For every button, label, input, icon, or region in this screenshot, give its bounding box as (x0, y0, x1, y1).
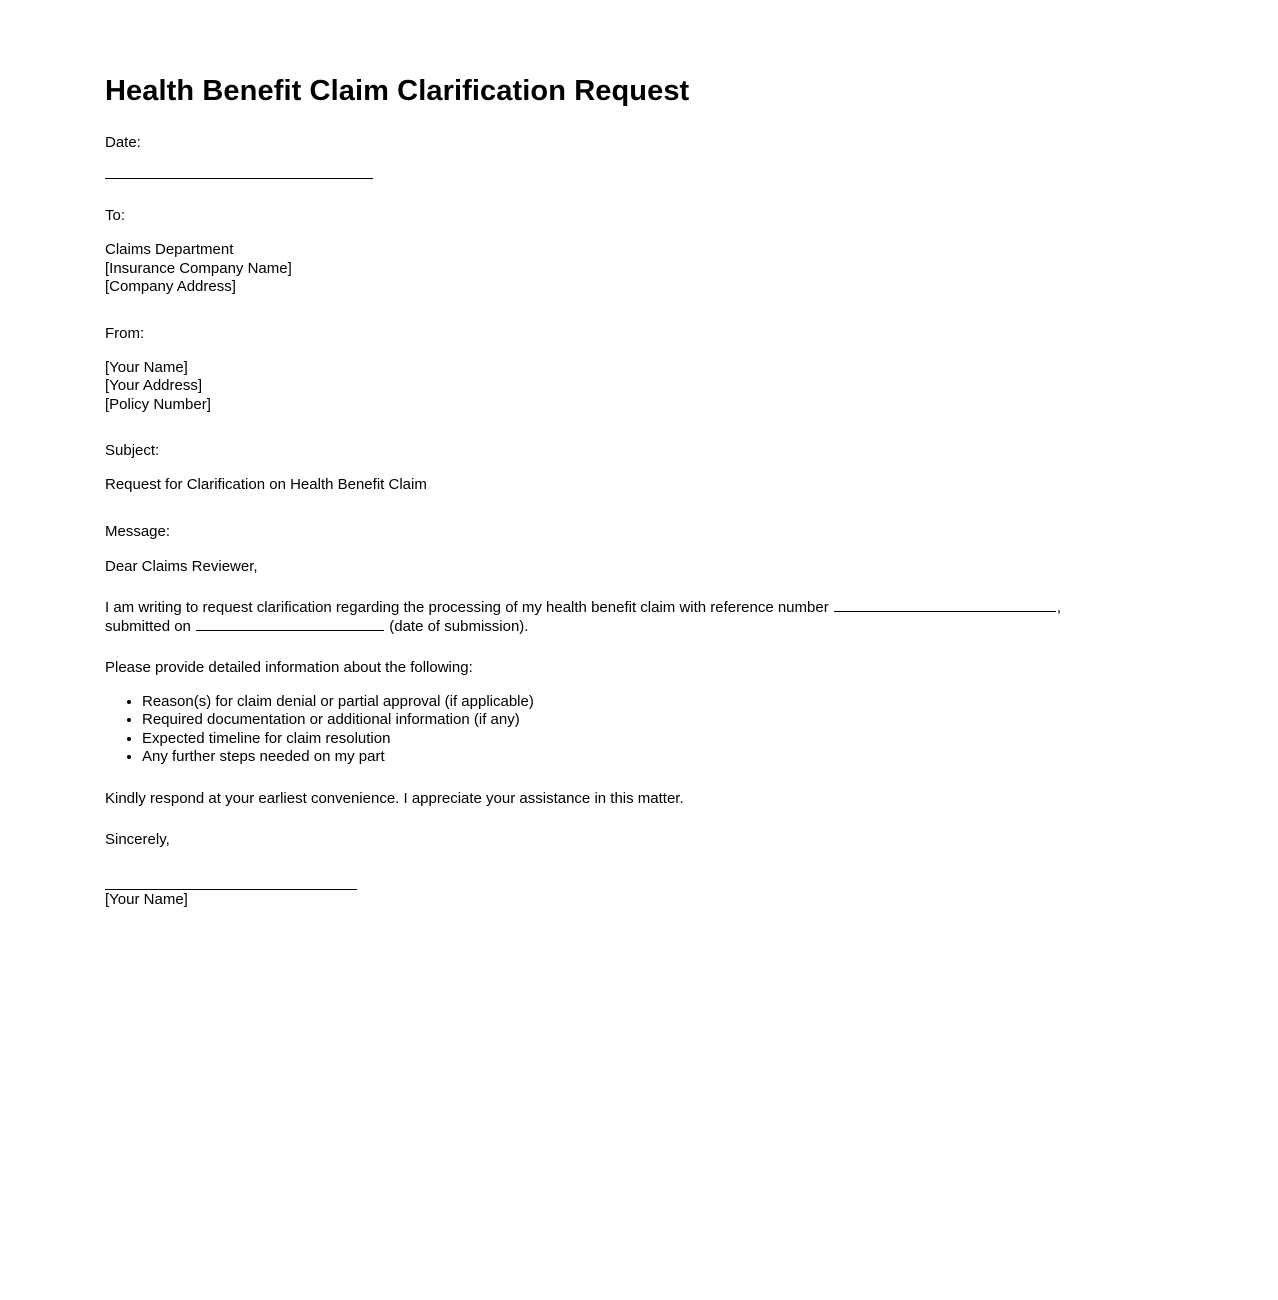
intro-text-part-2: , submitted on (105, 598, 1062, 635)
intro-text-part-1: I am writing to request clarification regarding the processing of my health benefit claim with reference number (105, 598, 829, 616)
to-line-1: Claims Department (105, 241, 234, 259)
spacer (105, 414, 1278, 442)
from-line-1: [Your Name] (105, 358, 188, 376)
subject-label: Subject: (105, 442, 160, 460)
spacer (105, 460, 1278, 476)
spacer (105, 179, 1278, 207)
date-label: Date: (105, 134, 141, 152)
list-item: • Reason(s) for claim denial or partial approval (if applicable) (142, 693, 1278, 712)
valediction: Sincerely, (105, 830, 170, 848)
signature-name: [Your Name] (105, 890, 188, 908)
spacer (105, 576, 1278, 598)
spacer (105, 495, 1278, 523)
to-line-2: [Insurance Company Name] (105, 259, 292, 277)
spacer (105, 225, 1278, 241)
signature-block (105, 889, 1278, 909)
spacer (105, 677, 1278, 693)
spacer (105, 767, 1278, 789)
subject-value: Request for Clarification on Health Benefit Claim (105, 476, 427, 494)
to-line-3: [Company Address] (105, 278, 236, 296)
to-label: To: (105, 207, 126, 225)
spacer (105, 297, 1278, 325)
reference-number-blank[interactable] (834, 598, 1056, 612)
from-line-3: [Policy Number] (105, 395, 211, 413)
spacer (105, 808, 1278, 830)
spacer (105, 541, 1278, 557)
message-label: Message: (105, 522, 171, 540)
requested-information-list (105, 693, 1278, 767)
spacer (105, 636, 1278, 658)
spacer (105, 343, 1278, 359)
salutation: Dear Claims Reviewer, (105, 557, 258, 575)
intro-paragraph (105, 598, 1115, 636)
submission-date-blank[interactable] (196, 617, 384, 631)
list-intro: Please provide detailed information about the following: (105, 658, 473, 676)
list-item: • Expected timeline for claim resolution (142, 730, 1278, 749)
list-item: • Required documentation or additional information (if any) (142, 711, 1278, 730)
intro-text-part-3: (date of submission). (389, 617, 529, 635)
closing-request: Kindly respond at your earliest convenience. I appreciate your assistance in this matter. (105, 789, 684, 807)
from-label: From: (105, 324, 145, 342)
from-line-2: [Your Address] (105, 377, 203, 395)
list-item: • Any further steps needed on my part (142, 748, 1278, 767)
page-title: Health Benefit Claim Clarification Request (105, 75, 690, 107)
